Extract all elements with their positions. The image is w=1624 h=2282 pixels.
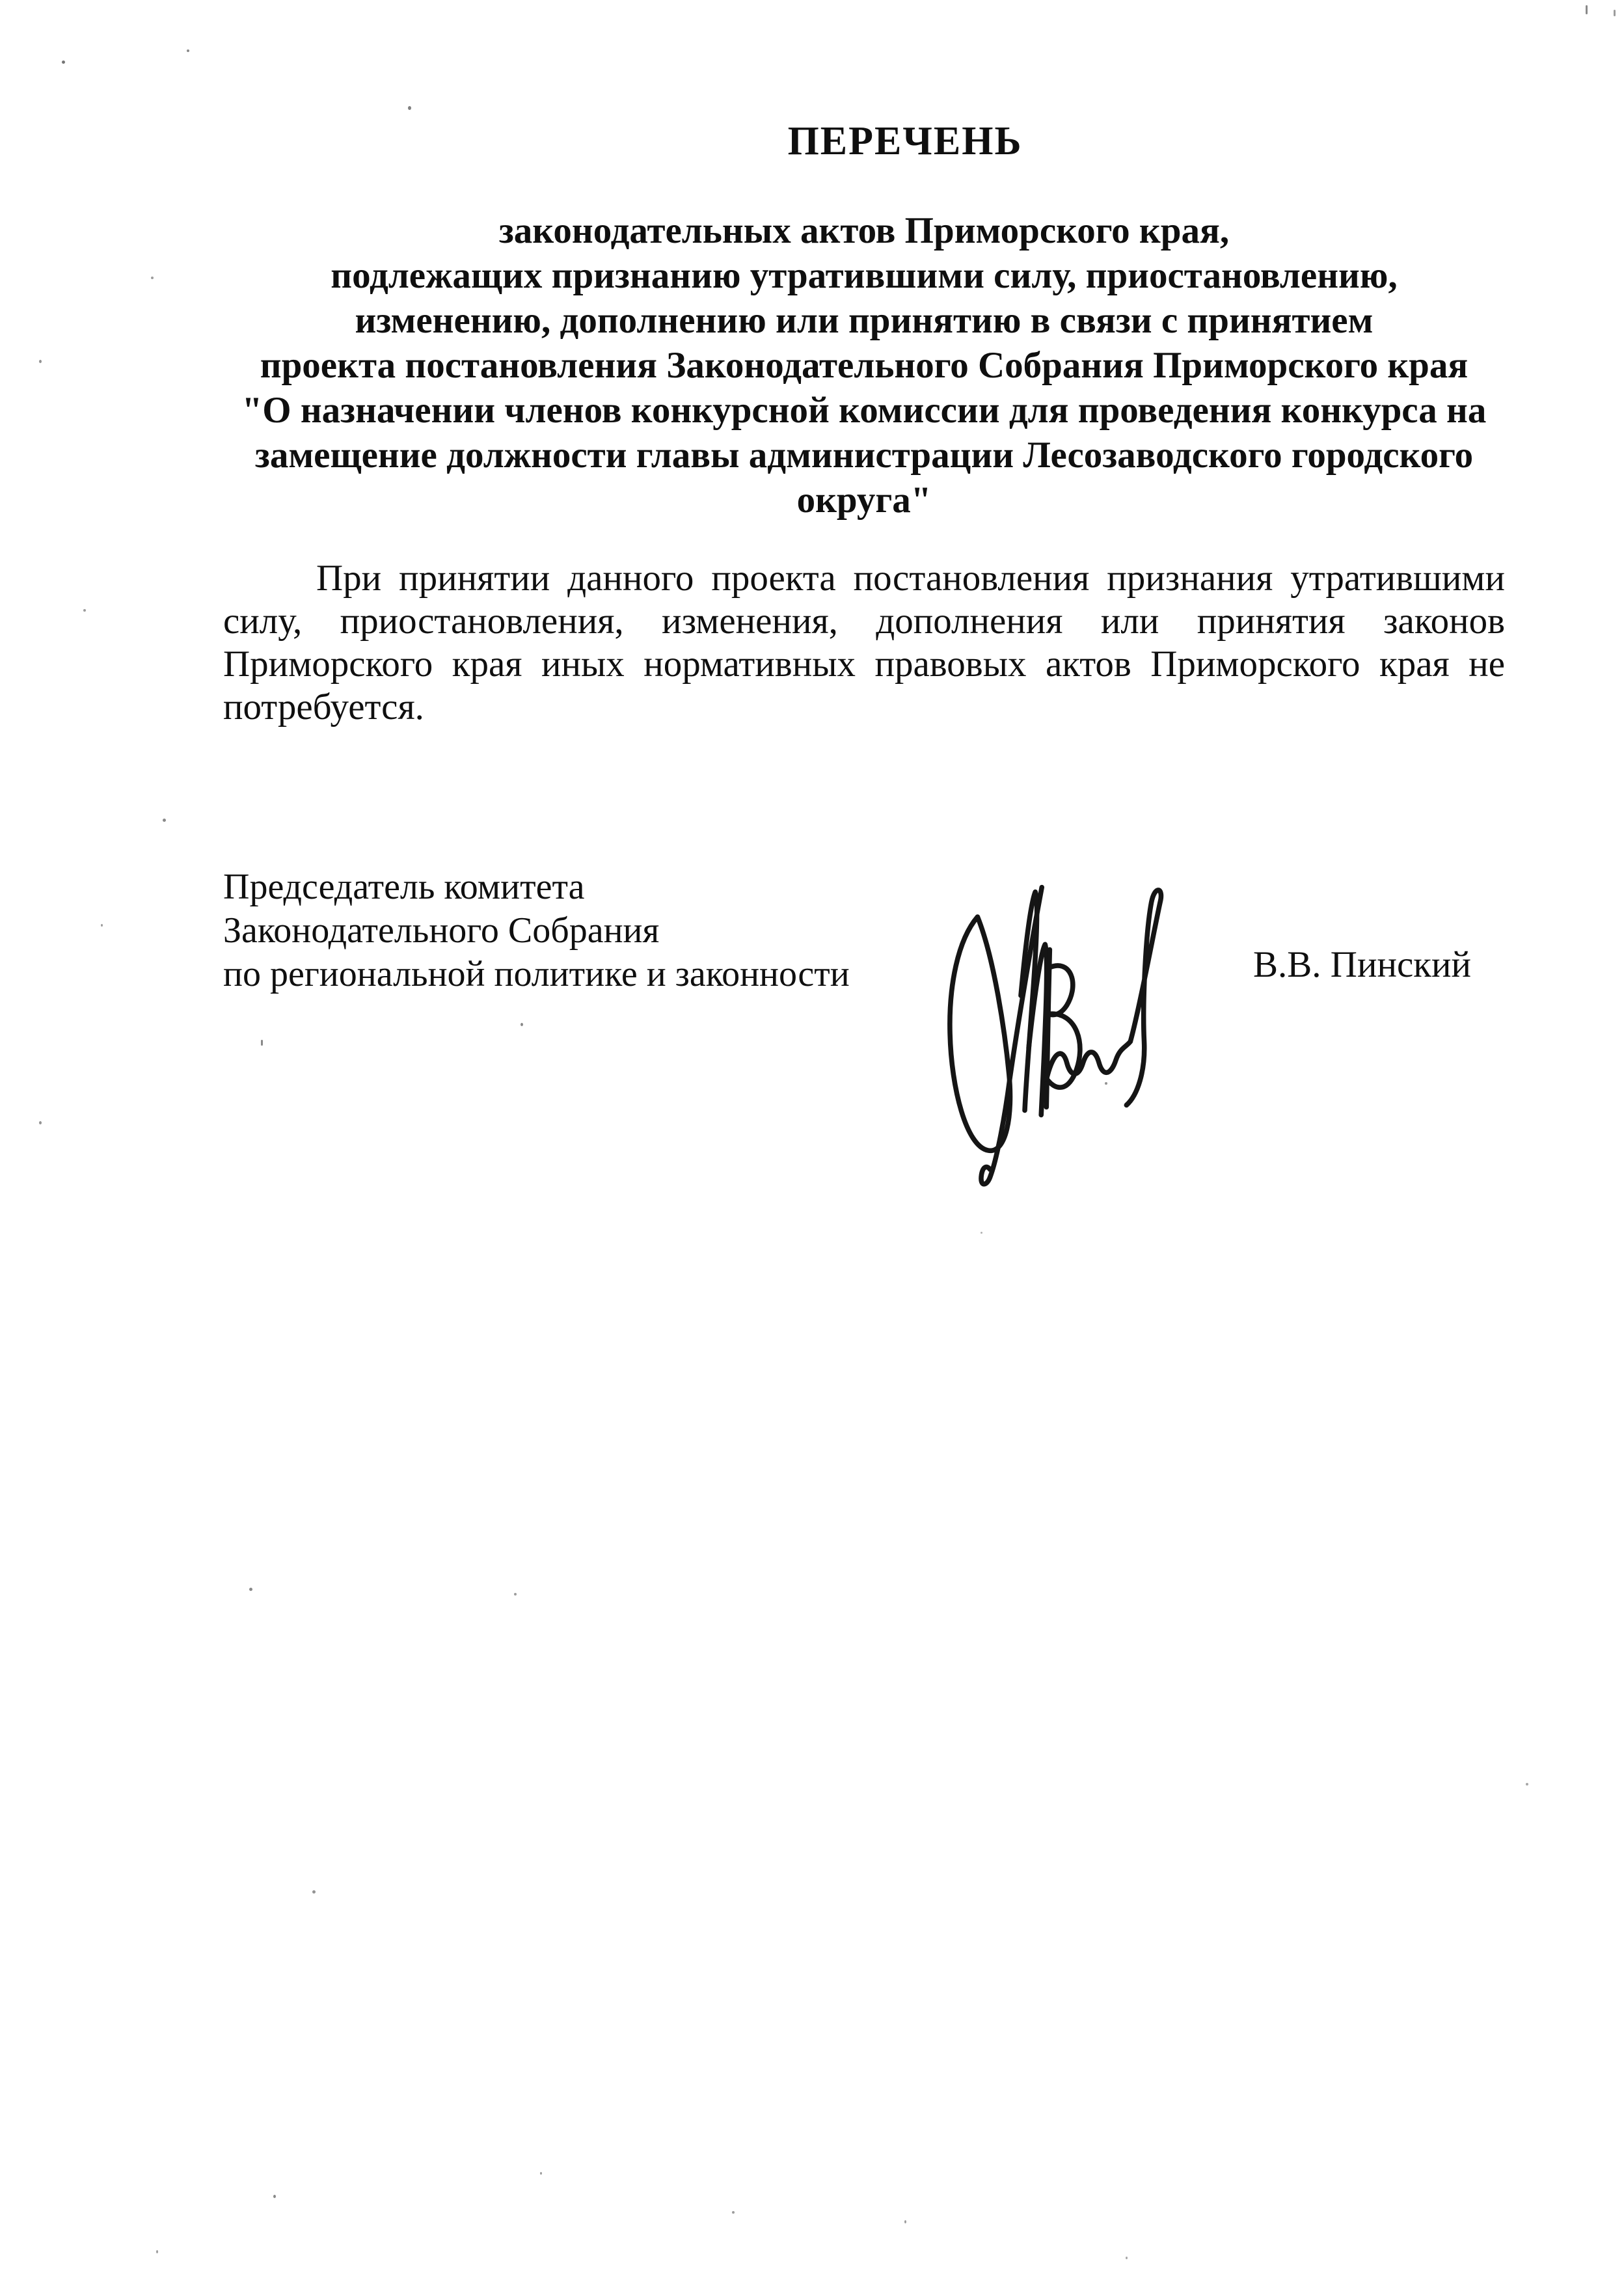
scan-speck: [83, 609, 86, 612]
scan-speck: [540, 2172, 542, 2175]
paragraph-line: При принятии данного проекта постановления признания утратившими: [316, 558, 1505, 599]
signature-position-line: Законодательного Собрания: [223, 910, 660, 951]
scan-speck: [187, 49, 189, 52]
scan-speck: [273, 2195, 276, 2198]
scan-speck: [1126, 2257, 1128, 2259]
paragraph-line: потребуется.: [223, 686, 424, 727]
scan-speck: [521, 1023, 523, 1026]
handwritten-signature-icon: [943, 884, 1183, 1189]
body-paragraph: [223, 557, 1505, 729]
subtitle-line: округа": [796, 480, 932, 521]
scan-speck: [904, 2220, 906, 2223]
scan-speck: [163, 819, 166, 822]
signature-position-line: по региональной политике и законности: [223, 954, 850, 994]
subtitle-line: изменению, дополнению или принятию в связи с принятием: [355, 300, 1374, 341]
scan-speck: [39, 1121, 42, 1124]
scan-speck: [249, 1588, 252, 1591]
scan-speck: [62, 61, 65, 64]
scan-speck: [1105, 1082, 1107, 1085]
scan-speck: [151, 277, 154, 279]
document-title: ПЕРЕЧЕНЬ: [787, 119, 1023, 163]
scan-speck: [261, 1040, 263, 1046]
subtitle-line: подлежащих признанию утратившими силу, приостановлению,: [331, 255, 1398, 296]
scan-speck: [981, 1232, 982, 1234]
paragraph-line: силу, приостановления, изменения, дополнения или принятия законов: [223, 601, 1505, 642]
scan-speck: [408, 106, 411, 110]
paragraph-line: Приморского края иных нормативных правовых актов Приморского края не: [223, 644, 1505, 685]
subtitle-line: законодательных актов Приморского края,: [498, 210, 1230, 251]
scan-speck: [1586, 5, 1588, 14]
scan-speck: [39, 360, 42, 363]
subtitle-line: замещение должности главы администрации Лесозаводского городского: [254, 435, 1474, 476]
subtitle-line: проекта постановления Законодательного Собрания Приморского края: [260, 345, 1468, 386]
signature-position-block: [223, 865, 1004, 996]
subtitle-line: "О назначении членов конкурсной комиссии для проведения конкурса на: [241, 390, 1487, 431]
scan-speck: [1614, 10, 1616, 16]
scan-speck: [156, 2250, 158, 2253]
signature-position-line: Председатель комитета: [223, 867, 585, 907]
scan-speck: [732, 2211, 735, 2214]
signatory-name: В.В. Пинский: [1253, 944, 1471, 985]
scan-speck: [101, 924, 103, 927]
document-subtitle: [223, 208, 1505, 523]
scan-speck: [1526, 1783, 1528, 1786]
scan-speck: [312, 1890, 316, 1894]
scan-speck: [514, 1593, 517, 1596]
